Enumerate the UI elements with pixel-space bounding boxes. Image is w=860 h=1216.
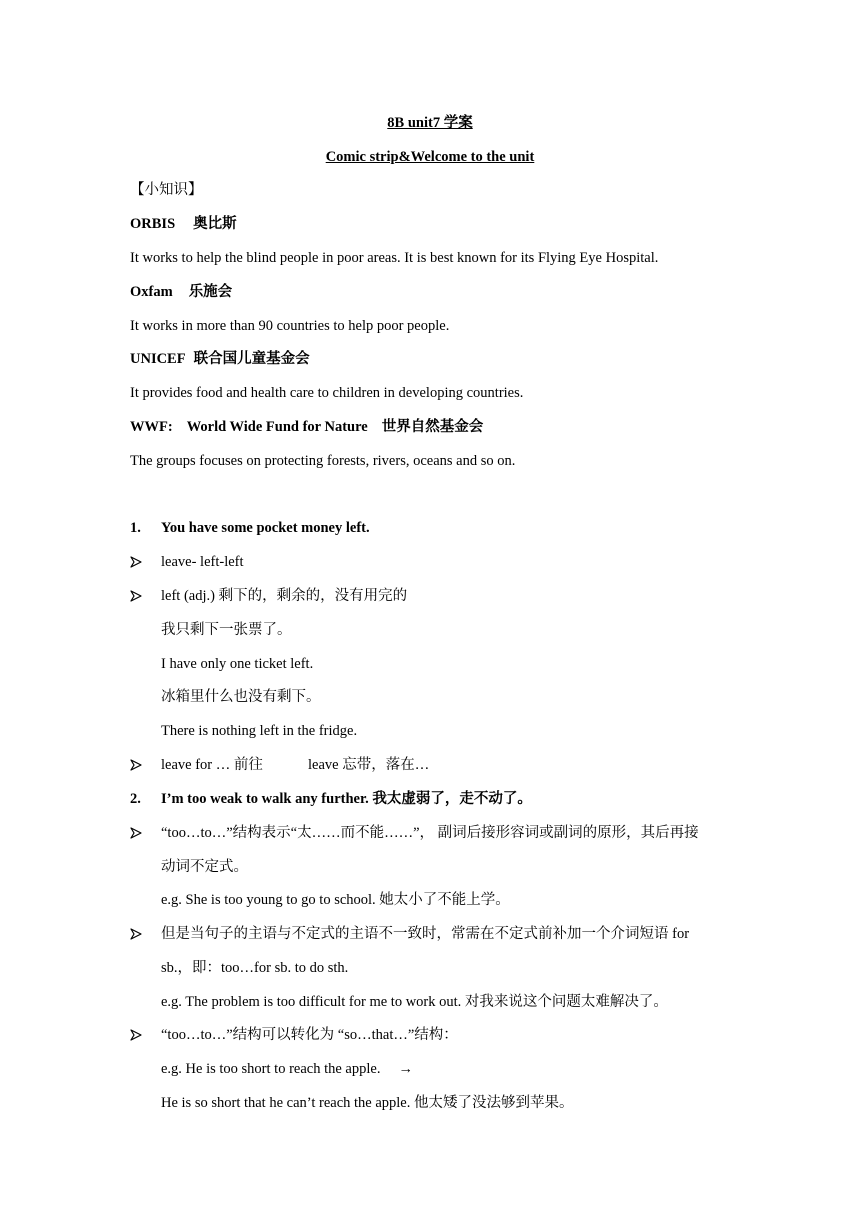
org-name: ORBIS xyxy=(130,216,176,232)
example-en: I have only one ticket left. xyxy=(161,656,314,672)
point-heading: I’m too weak to walk any further. 我太虚弱了，走不动了。 xyxy=(161,791,532,807)
org-name: Oxfam xyxy=(130,284,173,300)
org-desc-unicef: It provides food and health care to children in developing countries. xyxy=(130,385,524,401)
bullet-text: leave- left-left xyxy=(161,554,244,570)
org-cn: 奥比斯 xyxy=(193,216,237,232)
bullet-text: left (adj.) 剩下的，剩余的，没有用完的 xyxy=(161,588,408,604)
org-desc-oxfam: It works in more than 90 countries to help poor people. xyxy=(130,318,450,334)
example-text: e.g. He is too short to reach the apple. xyxy=(161,1061,381,1077)
example: e.g. The problem is too difficult for me to work out. 对我来说这个问题太难解决了。 xyxy=(161,994,668,1010)
bullet-arrow-icon xyxy=(130,756,142,774)
org-desc-orbis: It works to help the blind people in poor areas. It is best known for its Flying Eye Hospital. xyxy=(130,250,659,266)
point-heading: You have some pocket money left. xyxy=(161,520,370,536)
bullet-arrow-icon xyxy=(130,553,142,571)
bullet-arrow-icon xyxy=(130,824,142,842)
page-title: 8B unit7 学案 xyxy=(387,115,473,131)
bullet-text-cont: 动词不定式。 xyxy=(161,859,248,875)
org-heading-unicef xyxy=(130,350,310,368)
bullet-arrow-icon xyxy=(130,587,142,605)
bullet-text: “too…to…”结构可以转化为 “so…that…”结构： xyxy=(161,1027,458,1043)
org-name: WWF: xyxy=(130,419,173,435)
example: e.g. She is too young to go to school. 她太小了不能上学。 xyxy=(161,892,510,908)
org-desc-wwf: The groups focuses on protecting forests, rivers, oceans and so on. xyxy=(130,453,516,469)
example: He is so short that he can’t reach the apple. 他太矮了没法够到苹果。 xyxy=(161,1095,574,1111)
bullet-text: leave 忘带，落在… xyxy=(308,757,430,773)
org-heading-orbis xyxy=(130,215,237,233)
bullet-text: “too…to…”结构表示“太……而不能……”， 副词后接形容词或副词的原形，其后再接 xyxy=(161,825,699,841)
bullet-text: leave for … 前往 xyxy=(161,757,263,773)
bullet-text: 但是当句子的主语与不定式的主语不一致时，常需在不定式前补加一个介词短语 for xyxy=(161,926,690,942)
org-cn: 联合国儿童基金会 xyxy=(193,351,310,367)
page-subtitle: Comic strip&Welcome to the unit xyxy=(325,149,535,165)
org-cn: 乐施会 xyxy=(188,284,233,300)
example-en: There is nothing left in the fridge. xyxy=(161,723,358,739)
org-heading-oxfam xyxy=(130,283,232,301)
bullet-arrow-icon xyxy=(130,1026,142,1044)
point-number: 2. xyxy=(130,791,141,807)
knowledge-header: 【小知识】 xyxy=(130,182,203,198)
right-arrow-icon: → xyxy=(398,1061,413,1077)
example-cn: 冰箱里什么也没有剩下。 xyxy=(161,689,321,705)
point-number: 1. xyxy=(130,520,141,536)
example-cn: 我只剩下一张票了。 xyxy=(161,622,292,638)
example xyxy=(161,1060,413,1078)
org-name: UNICEF xyxy=(130,351,186,367)
bullet-text-cont: sb.，即：too…for sb. to do sth. xyxy=(161,960,349,976)
bullet-arrow-icon xyxy=(130,925,142,943)
org-heading-wwf xyxy=(130,418,483,436)
org-full-name: World Wide Fund for Nature xyxy=(186,419,368,435)
org-cn: 世界自然基金会 xyxy=(381,419,484,435)
